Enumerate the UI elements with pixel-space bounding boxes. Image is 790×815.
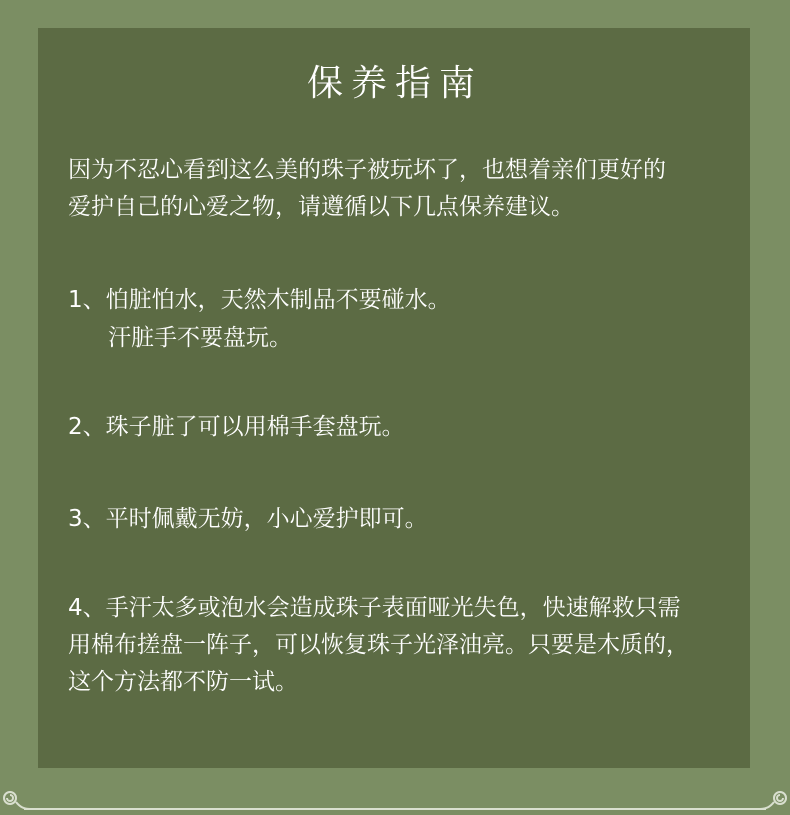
care-item-line: 3、平时佩戴无妨，小心爱护即可。 — [68, 506, 428, 532]
care-item-1 — [68, 282, 451, 319]
right-spiral-icon — [760, 792, 786, 809]
care-item-line: 用棉布搓盘一阵子，可以恢复珠子光泽油亮。只要是木质的， — [68, 632, 689, 658]
intro-text — [68, 152, 666, 226]
left-spiral-icon — [4, 792, 30, 809]
care-item-2 — [68, 409, 405, 446]
care-item-1-continuation — [108, 320, 292, 357]
care-item-line: 这个方法都不防一试。 — [68, 669, 298, 695]
care-item-3 — [68, 501, 428, 538]
care-item-4 — [68, 590, 689, 701]
care-item-line: 1、怕脏怕水，天然木制品不要碰水。 — [68, 287, 451, 313]
page-title: 保养指南 — [306, 63, 483, 104]
intro-line: 爱护自己的心爱之物，请遵循以下几点保养建议。 — [68, 194, 574, 220]
bottom-ornament — [0, 788, 790, 812]
care-item-line: 4、手汗太多或泡水会造成珠子表面哑光失色，快速解救只需 — [68, 595, 681, 621]
care-item-line: 汗脏手不要盘玩。 — [108, 325, 292, 351]
intro-line: 因为不忍心看到这么美的珠子被玩坏了，也想着亲们更好的 — [68, 157, 666, 183]
care-item-line: 2、珠子脏了可以用棉手套盘玩。 — [68, 414, 405, 440]
